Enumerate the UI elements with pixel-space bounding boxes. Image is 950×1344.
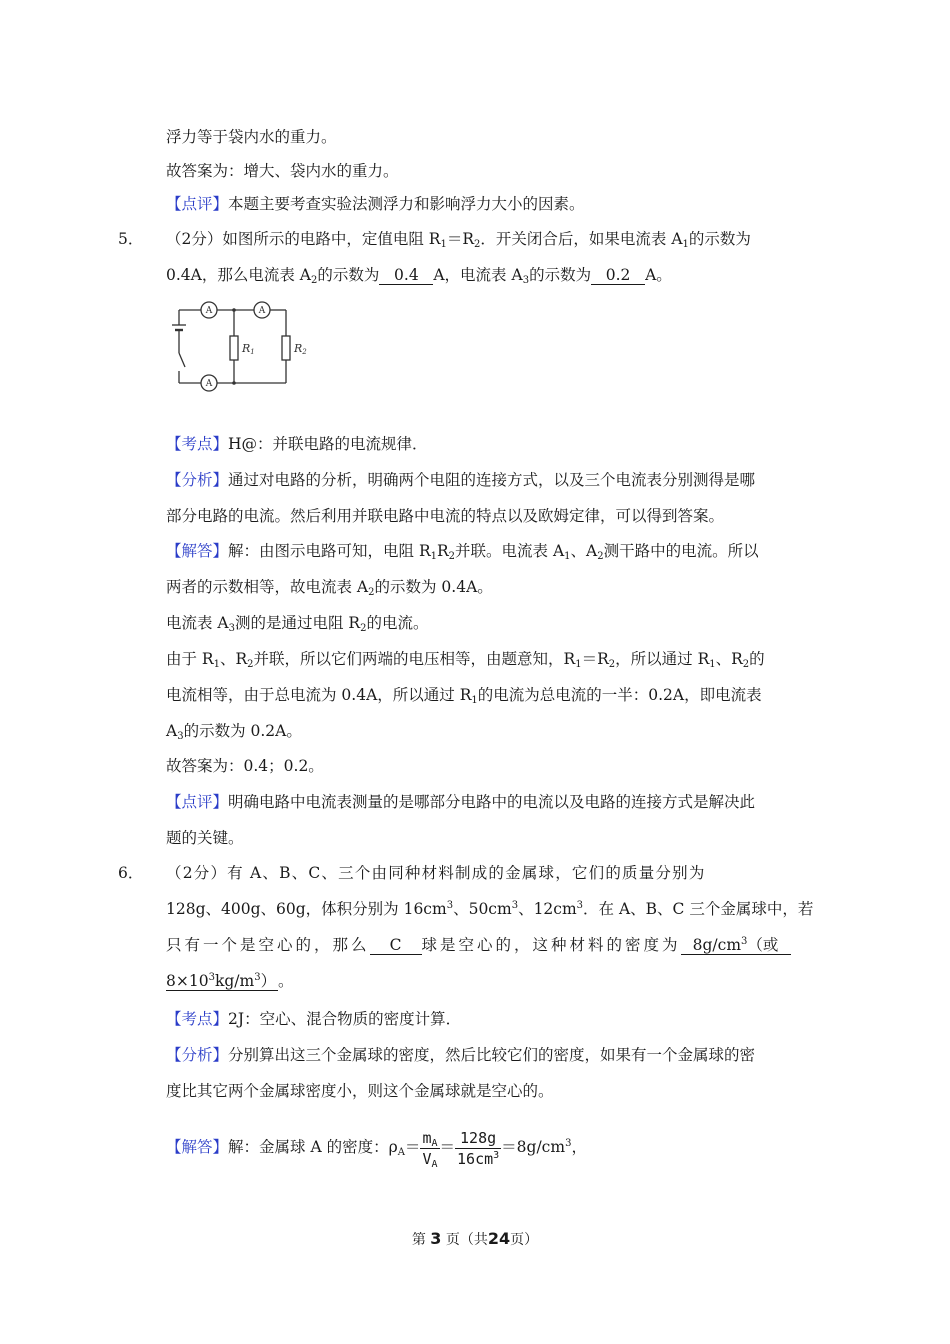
jieda-line: 两者的示数相等，故电流表 $A_2$的示数为 0.4A。	[166, 578, 493, 598]
jieda-line: 电流表 $A_3$测的是通过电阻 $R_2$的电流。	[166, 614, 429, 634]
resistor-r2-label: R2	[294, 342, 307, 356]
answer-blank: $8g/cm^3$（或	[681, 936, 791, 955]
answer-blank: 0.4	[379, 266, 433, 285]
fenxi-tag: 【分析】	[166, 471, 229, 489]
question-5-line-2: 0.4A，那么电流表 $A_2$的示数为 0.4 A，电流表 $A_3$的示数为 0.2 A。	[166, 266, 672, 286]
kaodian-line: 【考点】H@：并联电路的电流规律．	[166, 435, 428, 453]
question-number: 5．	[118, 230, 144, 248]
review-tag: 【点评】	[166, 195, 229, 213]
fenxi-line: 【分析】通过对电路的分析，明确两个电阻的连接方式，以及三个电流表分别测得是哪	[166, 471, 756, 489]
jieda-line: 【解答】解：由图示电路可知，电阻 $R_1R_2$并联。电流表 $A_1$、$A_2$测干路中的电流。所以	[166, 542, 759, 562]
fenxi-line: 部分电路的电流。然后利用并联电路中电流的特点以及欧姆定律，可以得到答案。	[166, 507, 725, 525]
question-5-line-1: （2分）如图所示的电路中，定值电阻 $R_1=R_2$．开关闭合后，如果电流表 $A_1$的示数为	[166, 230, 751, 250]
answer-line: 故答案为：0.4；0.2。	[166, 757, 324, 775]
review-line: 【点评】本题主要考查实验法测浮力和影响浮力大小的因素。	[166, 195, 585, 213]
ammeter-a3-label: A	[258, 306, 266, 316]
jieda-tag: 【解答】	[166, 1138, 229, 1156]
fraction-m-over-v: $\frac{m_A}{V_A}$	[422, 1128, 438, 1170]
review-line: 题的关键。	[166, 829, 244, 847]
jieda-tag: 【解答】	[166, 542, 229, 560]
fraction-values: $\frac{128g}{16cm^3}$	[457, 1128, 500, 1168]
fenxi-line: 【分析】分别算出这三个金属球的密度，然后比较它们的密度，如果有一个金属球的密	[166, 1046, 756, 1064]
review-tag: 【点评】	[166, 793, 229, 811]
answer-blank: 0.2	[591, 266, 645, 285]
jieda-line: 由于 $R_1$、$R_2$并联，所以它们两端的电压相等，由题意知，$R_1=R_2$，所以通过 $R_1$、$R_2$的	[166, 650, 765, 670]
question-number: 6．	[118, 864, 144, 882]
jieda-line: $A_3$的示数为 0.2A。	[166, 722, 302, 742]
kaodian-line: 【考点】2J：空心、混合物质的密度计算．	[166, 1010, 462, 1028]
question-6-line-1: （2分）有 A、B、C、三个由同种材料制成的金属球，它们的质量分别为	[166, 864, 706, 882]
answer-blank: $8\times 10^3kg/m^3$）	[166, 972, 277, 990]
kaodian-tag: 【考点】	[166, 435, 229, 453]
page-total: 24	[487, 1229, 511, 1248]
text-line: 浮力等于袋内水的重力。	[166, 128, 337, 146]
resistor-r1-label: R1	[242, 342, 255, 356]
question-6-line-3: 只有一个是空心的，那么 C 球是空心的，这种材料的密度为 $8g/cm^3$（或	[166, 935, 806, 955]
page-number: 3	[430, 1229, 442, 1248]
circuit-diagram	[166, 295, 326, 399]
fenxi-line: 度比其它两个金属球密度小，则这个金属球就是空心的。	[166, 1082, 554, 1100]
answer-line: 故答案为：增大、袋内水的重力。	[166, 162, 399, 180]
question-6-line-2: 128g、400g、60g，体积分别为 $16cm^3$、$50cm^3$、$12cm^3$．在 A、B、C 三个金属球中，若	[166, 900, 814, 918]
question-6-line-4: $8\times 10^3kg/m^3$） 。	[166, 972, 294, 990]
review-line: 【点评】明确电路中电流表测量的是哪部分电路中的电流以及电路的连接方式是解决此	[166, 793, 756, 811]
answer-blank: C	[370, 936, 422, 955]
ammeter-a2-label: A	[205, 379, 213, 389]
ammeter-a1-label: A	[205, 306, 213, 316]
page-footer: 第 3 页（共24页）	[411, 1229, 539, 1248]
fenxi-tag: 【分析】	[166, 1046, 229, 1064]
jieda-line: 【解答】解：金属球 A 的密度：$\rho_A=$ $\frac{m_A}{V_A}$ ＝ $\frac{128g}{16cm^3}$ $=8g/cm^3$，	[166, 1128, 587, 1170]
jieda-line: 电流相等，由于总电流为 0.4A，所以通过 $R_1$的电流为总电流的一半：0.2A，即电流表	[166, 686, 762, 706]
kaodian-tag: 【考点】	[166, 1010, 229, 1028]
